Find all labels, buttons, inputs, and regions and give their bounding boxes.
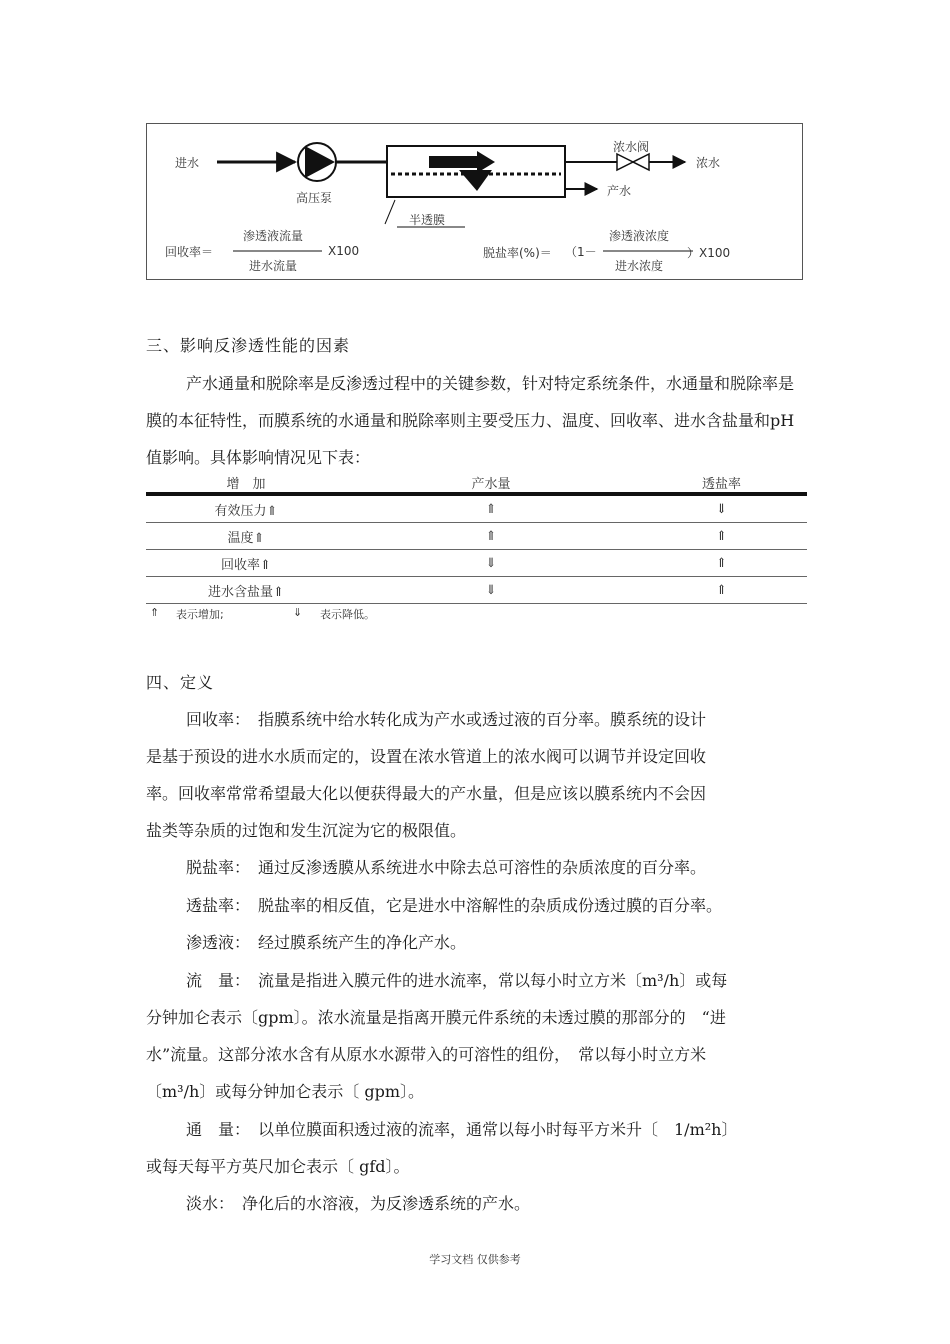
flow-definition-line: 流 量： 流量是指进入膜元件的进水流率，常以每小时立方米〔m³/h〕或每: [186, 971, 728, 990]
flux-definition-line: 或每天每平方英尺加仑表示〔 gfd〕。: [146, 1157, 410, 1176]
table-header-cell: 透盐率: [636, 472, 807, 494]
recovery-formula-numerator: 渗透液流量: [243, 229, 304, 243]
table-row: [146, 494, 807, 523]
recovery-formula-lhs: 回收率＝: [165, 245, 214, 259]
rejection-formula-numerator: 渗透液浓度: [609, 229, 670, 243]
table-cell: ⇑: [346, 523, 636, 550]
table-cell: ⇑: [636, 550, 807, 577]
high-pressure-pump-icon: [298, 143, 336, 181]
flow-definition-line: 分钟加仑表示〔gpm〕。浓水流量是指离开膜元件系统的未透过膜的那部分的 “进: [146, 1008, 726, 1027]
legend-up-icon: ⇑: [150, 606, 160, 619]
flow-definition-line: 水”流量。这部分浓水含有从原水水源带入的可溶性的组份， 常以每小时立方米: [146, 1045, 707, 1064]
recovery-formula-denominator: 进水流量: [249, 259, 298, 273]
table-cell: ⇑: [346, 494, 636, 523]
table-cell: 进水含盐量⇑: [146, 577, 346, 604]
table-cell: 回收率⇑: [146, 550, 346, 577]
table-header-cell: 产水量: [346, 472, 636, 494]
recovery-definition-line: 是基于预设的进水水质而定的，设置在浓水管道上的浓水阀可以调节并设定回收: [146, 747, 707, 766]
section-3-paragraph: 产水通量和脱除率是反渗透过程中的关键参数，针对特定系统条件，水通量和脱除率是膜的本征特性，而膜系统的水通量和脱除率则主要受压力、温度、回收率、进水含盐量和pH 值影响。具体影响情况见下表：: [146, 374, 795, 467]
table-row: [146, 577, 807, 604]
rejection-definition: 脱盐率： 通过反渗透膜从系统进水中除去总可溶性的杂质浓度的百分率。: [186, 858, 707, 877]
table-cell: 有效压力⇑: [146, 494, 346, 523]
table-cell: ⇓: [346, 550, 636, 577]
permeate-definition: 渗透液： 经过膜系统产生的净化产水。: [186, 933, 467, 952]
flux-definition-line: 通 量： 以单位膜面积透过液的流率，通常以每小时每平方米升〔 1/m²h〕: [186, 1120, 738, 1139]
recovery-definition-line: 率。回收率常常希望最大化以便获得最大的产水量，但是应该以膜系统内不会因: [146, 784, 707, 803]
table-header-cell: 增 加: [146, 472, 346, 494]
recovery-definition-line: 回收率： 指膜系统中给水转化成为产水或透过液的百分率。膜系统的设计: [186, 710, 707, 729]
rejection-formula-close: ）X100: [687, 246, 731, 260]
table-cell: ⇓: [636, 494, 807, 523]
flow-definition-line: 〔m³/h〕或每分钟加仑表示〔 gpm〕。: [146, 1082, 425, 1101]
table-cell: ⇓: [346, 577, 636, 604]
freshwater-definition: 淡水： 净化后的水溶液，为反渗透系统的产水。: [186, 1194, 531, 1213]
legend-down-icon: ⇓: [293, 606, 303, 619]
feed-label: 进水: [175, 156, 200, 170]
recovery-formula-multiplier: X100: [328, 244, 360, 258]
concentrate-label: 浓水: [696, 156, 721, 170]
rejection-formula-lhs: 脱盐率(%)＝: [483, 246, 552, 260]
table-row: [146, 523, 807, 550]
page-footer: 学习文档 仅供参考: [429, 1253, 521, 1266]
salt-passage-definition: 透盐率： 脱盐率的相反值，它是进水中溶解性的杂质成份透过膜的百分率。: [186, 896, 723, 915]
legend-up-text: 表示增加;: [176, 608, 224, 621]
legend-down-text: 表示降低。: [320, 608, 375, 621]
membrane-leader-line: [385, 200, 395, 224]
membrane-label: 半透膜: [409, 213, 446, 227]
valve-label: 浓水阀: [613, 140, 650, 154]
influence-table: [146, 472, 807, 604]
table-cell: ⇑: [636, 523, 807, 550]
table-header-row: [146, 472, 807, 494]
table-cell: ⇑: [636, 577, 807, 604]
table-row: [146, 550, 807, 577]
rejection-formula-open: （1－: [565, 245, 597, 259]
recovery-definition-line: 盐类等杂质的过饱和发生沉淀为它的极限值。: [146, 821, 467, 840]
section-4-title: 四、定义: [146, 673, 215, 692]
pump-label: 高压泵: [296, 191, 333, 205]
permeate-label: 产水: [607, 184, 632, 198]
section-3-title: 三、影响反渗透性能的因素: [146, 336, 351, 355]
ro-process-diagram: [146, 123, 803, 280]
table-cell: 温度⇑: [146, 523, 346, 550]
concentrate-valve-icon: [617, 154, 649, 170]
rejection-formula-denominator: 进水浓度: [615, 259, 664, 273]
